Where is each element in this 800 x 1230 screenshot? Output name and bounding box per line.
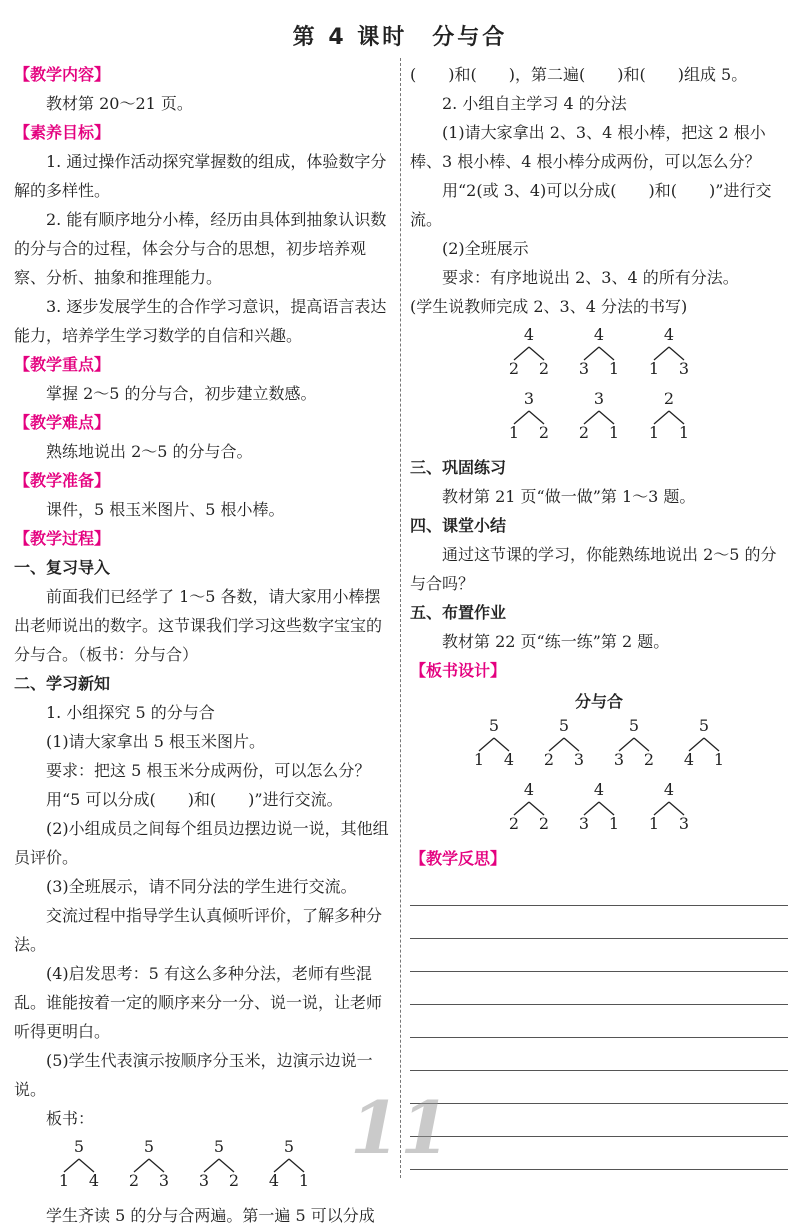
tree-right: 1 [298, 1171, 310, 1190]
tree-total: 5 [73, 1137, 85, 1156]
para: 1. 小组探究 5 的分与合 [46, 703, 215, 722]
reflection-tag: 【教学反思】 [410, 849, 507, 868]
board-design-tag: 【板书设计】 [410, 661, 507, 680]
content-text: 教材第 20～21 页。 [46, 94, 193, 113]
tree-right: 1 [713, 750, 725, 769]
difficulty-text: 熟练地说出 2～5 的分与合。 [46, 442, 253, 461]
goal-2: 2. 能有顺序地分小棒，经历由具体到抽象认识数的分与合的过程，体会分与合的思想，初步培养观察、分析、抽象和推理能力。 [14, 210, 387, 287]
tree-left: 3 [198, 1171, 210, 1190]
trees-row-1 [410, 325, 788, 385]
tree-right: 1 [608, 814, 620, 833]
tree-left: 1 [648, 814, 660, 833]
section-practice: 三、巩固练习 [410, 458, 507, 477]
goal-1: 1. 通过操作活动探究掌握数的组成，体验数字分解的多样性。 [14, 152, 387, 200]
tree-total: 4 [523, 325, 535, 344]
board-label: 板书： [46, 1109, 95, 1128]
tree-total: 4 [663, 780, 675, 799]
para: 2. 小组自主学习 4 的分法 [442, 94, 627, 113]
tree-right: 2 [643, 750, 655, 769]
para: 用“2(或 3、4)可以分成( )和( )”进行交流。 [410, 181, 772, 229]
split-tree [500, 325, 558, 385]
goals-tag: 【素养目标】 [14, 123, 111, 142]
tree-right: 3 [678, 359, 690, 378]
reflection-lines [410, 873, 788, 1170]
tree-left: 2 [578, 423, 590, 442]
tree-total: 2 [663, 389, 675, 408]
para: (1)请大家拿出 5 根玉米图片。 [46, 732, 266, 751]
split-tree [675, 716, 733, 776]
para: 交流过程中指导学生认真倾听评价，了解多种分法。 [14, 906, 383, 954]
para: (2)小组成员之间每个组员边摆边说一说，其他组员评价。 [14, 819, 389, 867]
tree-total: 5 [283, 1137, 295, 1156]
split-tree [500, 780, 558, 840]
split-tree [190, 1137, 248, 1197]
tree-total: 5 [213, 1137, 225, 1156]
tree-right: 4 [503, 750, 515, 769]
tree-right: 3 [158, 1171, 170, 1190]
left-column [14, 60, 390, 1230]
section-summary: 四、课堂小结 [410, 516, 507, 535]
para: (4)启发思考：5 有这么多种分法，老师有些混乱。谁能按着一定的顺序来分一分、说一说，让老师听得更明白。 [14, 964, 383, 1041]
split-tree [260, 1137, 318, 1197]
para: 要求：有序地说出 2、3、4 的所有分法。 [442, 268, 739, 287]
split-tree [570, 389, 628, 449]
split-tree [640, 780, 698, 840]
tree-total: 5 [488, 716, 500, 735]
tree-right: 3 [573, 750, 585, 769]
para: (3)全班展示，请不同分法的学生进行交流。 [46, 877, 357, 896]
trees-row-2 [410, 389, 788, 449]
right-column [410, 60, 788, 1170]
content-tag: 【教学内容】 [14, 65, 111, 84]
tree-left: 2 [508, 359, 520, 378]
key-tag: 【教学重点】 [14, 355, 111, 374]
para: (5)学生代表演示按顺序分玉米，边演示边说一说。 [14, 1051, 373, 1099]
section-homework: 五、布置作业 [410, 603, 507, 622]
tree-total: 4 [593, 780, 605, 799]
tree-total: 3 [523, 389, 535, 408]
split-tree [640, 325, 698, 385]
practice-text: 教材第 21 页“做一做”第 1～3 题。 [442, 487, 696, 506]
split-tree [535, 716, 593, 776]
board-trees-1 [410, 716, 788, 776]
tree-total: 4 [523, 780, 535, 799]
tree-right: 2 [538, 814, 550, 833]
section-review: 一、复习导入 [14, 558, 111, 577]
tree-total: 4 [663, 325, 675, 344]
tree-left: 3 [578, 359, 590, 378]
tree-left: 2 [128, 1171, 140, 1190]
column-divider [400, 58, 401, 1178]
split-tree [50, 1137, 108, 1197]
tree-right: 1 [608, 423, 620, 442]
tree-left: 4 [683, 750, 695, 769]
goal-3: 3. 逐步发展学生的合作学习意识，提高语言表达能力，培养学生学习数学的自信和兴趣。 [14, 297, 387, 345]
tree-right: 2 [538, 423, 550, 442]
split-tree [605, 716, 663, 776]
tree-total: 5 [628, 716, 640, 735]
key-text: 掌握 2～5 的分与合，初步建立数感。 [46, 384, 317, 403]
board-title: 分与合 [574, 692, 623, 711]
split-tree [120, 1137, 178, 1197]
split-tree [640, 389, 698, 449]
page-title: 第 4 课时 分与合 [292, 25, 508, 50]
tree-left: 4 [268, 1171, 280, 1190]
para: (2)全班展示 [442, 239, 529, 258]
tree-total: 3 [593, 389, 605, 408]
para: 要求：把这 5 根玉米分成两份，可以怎么分？ [46, 761, 371, 780]
tree-left: 2 [508, 814, 520, 833]
page-number: 11 [350, 1085, 451, 1170]
tree-left: 3 [578, 814, 590, 833]
review-text: 前面我们已经学了 1～5 各数，请大家用小棒摆出老师说出的数字。这节课我们学习这些数字宝宝的分与合。（板书：分与合） [14, 587, 383, 664]
board-trees-left [14, 1137, 390, 1197]
tree-right: 3 [678, 814, 690, 833]
tree-left: 3 [613, 750, 625, 769]
homework-text: 教材第 22 页“练一练”第 2 题。 [442, 632, 670, 651]
difficulty-tag: 【教学难点】 [14, 413, 111, 432]
section-new: 二、学习新知 [14, 674, 111, 693]
tree-left: 1 [648, 359, 660, 378]
tree-left: 1 [58, 1171, 70, 1190]
para: ( )和( )，第二遍( )和( )组成 5。 [410, 65, 748, 84]
split-tree [570, 780, 628, 840]
board-trees-2 [410, 780, 788, 840]
split-tree [500, 389, 558, 449]
tree-total: 5 [143, 1137, 155, 1156]
tree-right: 2 [228, 1171, 240, 1190]
split-tree [465, 716, 523, 776]
tree-right: 2 [538, 359, 550, 378]
tree-left: 1 [648, 423, 660, 442]
split-tree [570, 325, 628, 385]
prep-text: 课件，5 根玉米图片、5 根小棒。 [46, 500, 285, 519]
tree-right: 4 [88, 1171, 100, 1190]
prep-tag: 【教学准备】 [14, 471, 111, 490]
para: (学生说教师完成 2、3、4 分法的书写) [410, 297, 688, 316]
tree-total: 5 [698, 716, 710, 735]
tree-right: 1 [678, 423, 690, 442]
para: 用“5 可以分成( )和( )”进行交流。 [46, 790, 343, 809]
tree-right: 1 [608, 359, 620, 378]
tree-total: 4 [593, 325, 605, 344]
summary-text: 通过这节课的学习，你能熟练地说出 2～5 的分与合吗？ [410, 545, 777, 593]
tree-total: 5 [558, 716, 570, 735]
last-line: 学生齐读 5 的分与合两遍。第一遍 5 可以分成 [46, 1206, 375, 1225]
tree-left: 2 [543, 750, 555, 769]
process-tag: 【教学过程】 [14, 529, 111, 548]
tree-left: 1 [473, 750, 485, 769]
tree-left: 1 [508, 423, 520, 442]
para: (1)请大家拿出 2、3、4 根小棒，把这 2 根小棒、3 根小棒、4 根小棒分成两份，可以怎么分？ [410, 123, 766, 171]
